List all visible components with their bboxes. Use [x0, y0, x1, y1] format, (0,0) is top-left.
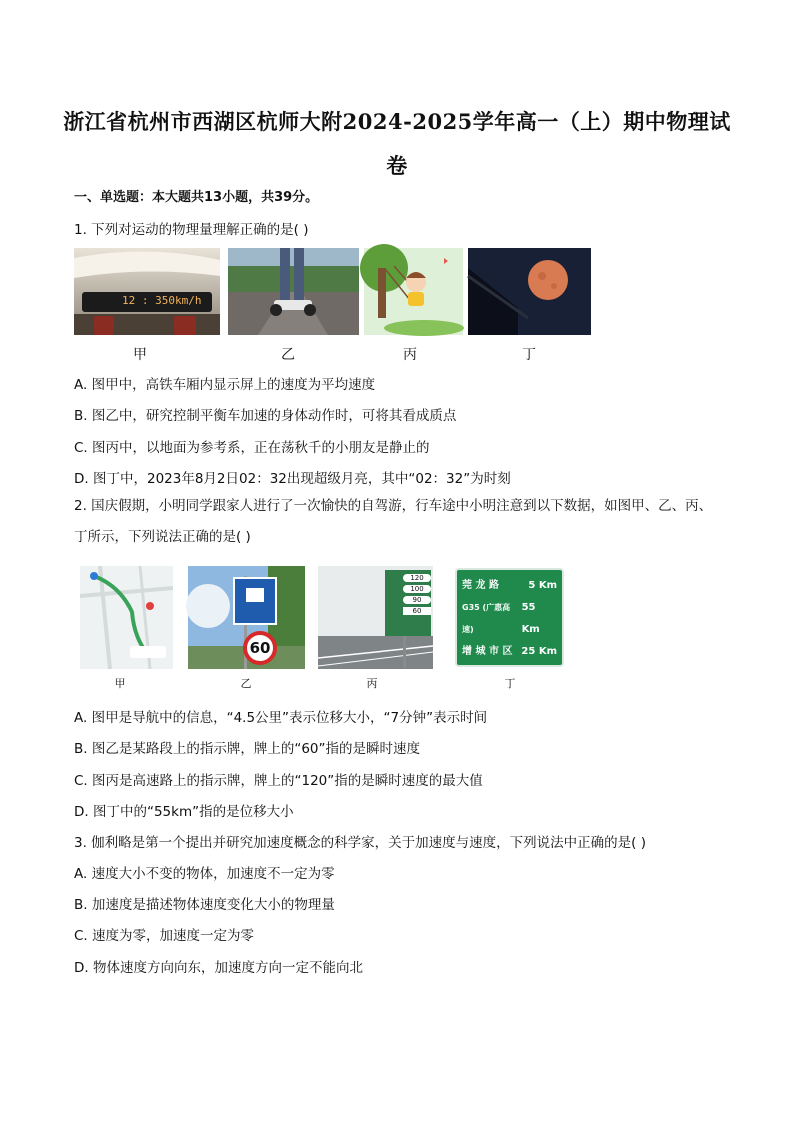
- distance-row-1-name: 莞 龙 路: [462, 580, 499, 591]
- highway-sign-4: 60: [403, 607, 431, 615]
- q2-image-highway: [318, 566, 433, 669]
- q2-caption-yi: 乙: [240, 677, 252, 690]
- q2-image-distance-sign: [455, 568, 564, 679]
- q2-option-b: B. 图乙是某路段上的指示牌，牌上的“60”指的是瞬时速度: [74, 741, 421, 757]
- q2-option-c: C. 图丙是高速路上的指示牌，牌上的“120”指的是瞬时速度的最大值: [74, 773, 483, 789]
- distance-row-4-name: G4 (京珠高速): [462, 669, 517, 678]
- q1-caption-ding: 丁: [522, 347, 536, 363]
- q2-option-a: A. 图甲是导航中的信息，“4.5公里”表示位移大小，“7分钟”表示时间: [74, 710, 488, 726]
- q2-caption-bing: 丙: [366, 677, 378, 690]
- distance-row-2: [462, 597, 557, 641]
- q3-stem: 3. 伽利略是第一个提出并研究加速度概念的科学家，关于加速度与速度，下列说法中正确的是( ): [74, 835, 646, 851]
- q1-caption-jia: 甲: [133, 347, 147, 363]
- speed-display: 12 : 350km/h: [122, 294, 202, 307]
- q3-option-c: C. 速度为零，加速度一定为零: [74, 928, 255, 944]
- q1-option-b: B. 图乙中，研究控制平衡车加速的身体动作时，可将其看成质点: [74, 408, 457, 424]
- distance-sign-rows: [462, 575, 557, 685]
- q1-option-c: C. 图丙中，以地面为参考系，正在荡秋千的小朋友是静止的: [74, 440, 430, 456]
- q1-image-swing: [364, 248, 463, 335]
- q2-caption-jia: 甲: [114, 677, 126, 690]
- q2-caption-ding: 丁: [504, 677, 516, 690]
- q1-image-moon: [468, 248, 591, 335]
- q3-option-d: D. 物体速度方向向东，加速度方向一定不能向北: [74, 960, 363, 976]
- distance-row-3-name: 增 城 市 区: [462, 646, 513, 657]
- distance-row-1-dist: 5 Km: [528, 580, 557, 591]
- q1-option-d: D. 图丁中，2023年8月2日02：32出现超级月亮，其中“02：32”为时刻: [74, 471, 511, 487]
- q2-image-map: [80, 566, 173, 669]
- q1-option-a: A. 图甲中，高铁车厢内显示屏上的速度为平均速度: [74, 377, 376, 393]
- speed-limit-value: 60: [249, 639, 271, 657]
- highway-sign-values: [403, 574, 431, 615]
- section-heading: 一、单选题：本大题共13小题，共39分。: [74, 190, 319, 205]
- q2-image-limit-sign: [188, 566, 305, 669]
- q2-option-d: D. 图丁中的“55km”指的是位移大小: [74, 804, 294, 820]
- page-title: [60, 100, 734, 188]
- title-line-2: 卷: [386, 153, 408, 178]
- distance-row-3-dist: 25 Km: [521, 646, 557, 657]
- distance-row-1: [462, 575, 557, 597]
- q1-image-train: [74, 248, 220, 335]
- q2-stem: 2. 国庆假期，小明同学跟家人进行了一次愉快的自驾游，行车途中小明注意到以下数据，如图甲、乙、丙、丁所示，下列说法正确的是( ): [74, 498, 713, 545]
- highway-sign-1: 120: [403, 574, 431, 582]
- distance-row-2-name: G35 (广惠高速): [462, 603, 511, 634]
- q3-option-b: B. 加速度是描述物体速度变化大小的物理量: [74, 897, 335, 913]
- highway-sign-2: 100: [403, 585, 431, 593]
- highway-sign-3: 90: [403, 596, 431, 604]
- distance-row-3: [462, 641, 557, 663]
- q3-option-a: A. 速度大小不变的物体，加速度不一定为零: [74, 866, 335, 882]
- q1-caption-bing: 丙: [403, 347, 417, 363]
- distance-row-2-dist: 55 Km: [521, 602, 540, 635]
- q1-caption-yi: 乙: [281, 347, 295, 363]
- q1-image-scooter: [228, 248, 359, 335]
- q1-stem: 1. 下列对运动的物理量理解正确的是( ): [74, 222, 309, 238]
- distance-row-4-dist: 66 Km: [521, 668, 557, 679]
- title-line-1: 浙江省杭州市西湖区杭师大附2024-2025学年高一（上）期中物理试: [63, 109, 731, 134]
